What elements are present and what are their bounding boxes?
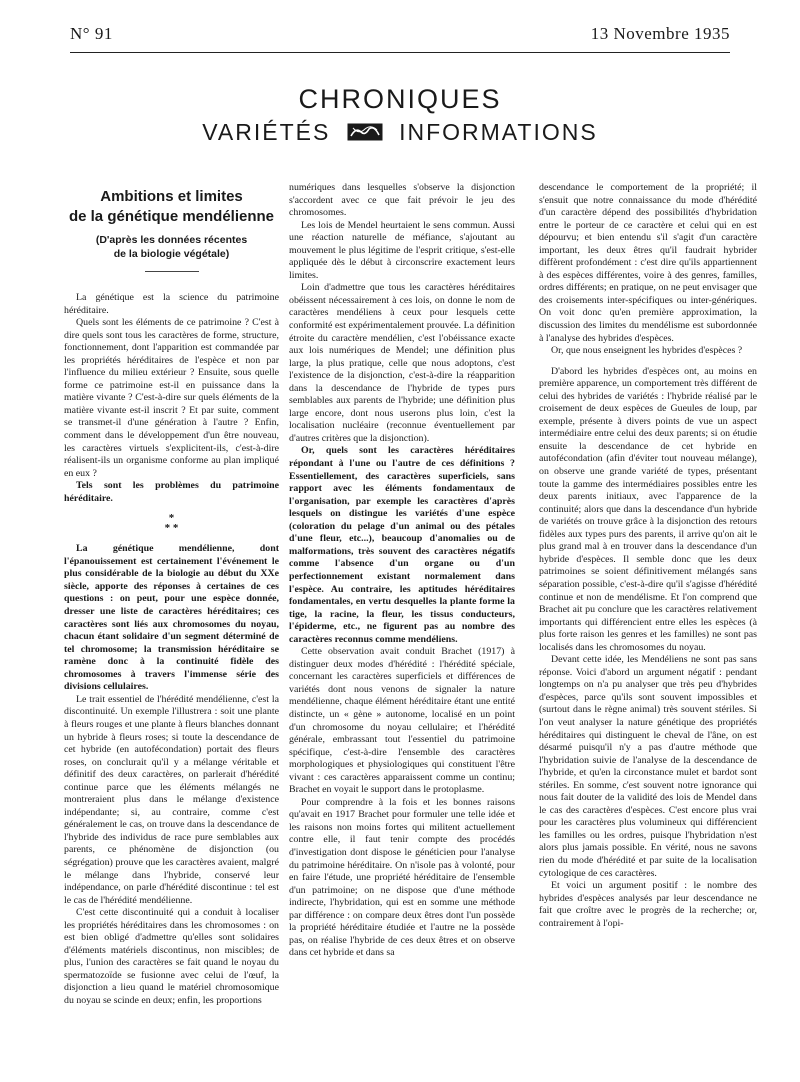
article-heading xyxy=(64,187,279,261)
running-header xyxy=(70,22,730,53)
heading-divider xyxy=(145,271,199,272)
paragraph: Cette observation avait conduit Brachet (1917) à distinguer deux modes d'hérédité : l'hérédité spéciale, concernant les caractères superficiels et différences de variétés dont nous venons de signaler la nature mendélienne, chaque élément héréditaire étant une entité distincte, un « gène » autonome, localisé en un point d'un chromosome du noyau cellulaire; et l'hérédité générale, embrassant tout l'essentiel du patrimoine spécifique, c'est-à-dire l'ensemble des caractères morphologiques et physiologiques qui constituent l'être vivant : ces caractères apparaissent comme un continu; Brachet en voyait le support dans le protoplasme. xyxy=(289,646,515,796)
article-title-line-1: Ambitions et limites xyxy=(100,188,243,205)
paragraph: Le trait essentiel de l'hérédité mendélienne, c'est la discontinuité. Un exemple l'illustrera : soit une plante à fleurs rouges et une plante à fleurs blanches donnant un hybride à fleurs roses; si toute la descendance de cet hybride (en autofécondation) portait des fleurs roses, on conclurait qu'il y a mélange véritable et définitif des deux caractères, on parlerait d'hérédité continue parce que les éléments mélangés ne montreraient plus dans le mélange d'existence indépendante; si, au contraire, comme c'est généralement le cas, on trouve dans la descendance de l'hybride des individus de race pure semblables aux parents, ce phénomène de disjonction (ou ségrégation) prouve que les caractères avaient, malgré le mélange dans l'hybride, conservé leur indépendance, on parle d'hérédité discontinue : tel est le cas de l'hérédité mendélienne. xyxy=(64,693,279,906)
paragraph: Or, quels sont les caractères héréditaires répondant à l'une ou l'autre de ces définitions ? Essentiellement, des caractères superficiels, sans rapport avec les éléments fondamentaux de l'organisation, par exemple les caractères d'après lesquels on distingue les variétés d'une espèce (coloration du pelage d'un animal ou des pétales d'une fleur, etc...), beaucoup d'anomalies ou de malformations, très souvent des caractères négatifs comme l'absence d'un organe ou d'un perfectionnement existant normalement dans l'espèce. Au contraire, les aptitudes héréditaires fondamentales, en vertu desquelles la plante forme la tige, la racine, la fleur, les tissus conducteurs, l'épiderme, etc., ne figurent pas au nombre des caractères reconnus comme mendéliens. xyxy=(289,445,515,645)
subtitle-right: INFORMATIONS xyxy=(399,118,598,145)
article-subtitle-line-1: (D'après les données récentes xyxy=(95,234,248,246)
subtitle-left: VARIÉTÉS xyxy=(202,118,331,145)
section-title: CHRONIQUES xyxy=(298,84,502,114)
section-masthead xyxy=(0,84,800,146)
column-3 xyxy=(539,182,757,930)
issue-date: 13 Novembre 1935 xyxy=(590,24,730,43)
paragraph: Or, que nous enseignent les hybrides d'espèces ? xyxy=(551,345,743,357)
issue-number: N° 91 xyxy=(70,24,113,43)
paragraph: Les lois de Mendel heurtaient le sens commun. Aussi une réaction naturelle de méfiance, s'ajoutant au mouvement le plus légitime de l'esprit critique, s'est-elle appliquée dès le début à circonscrire exactement leurs limites. xyxy=(289,219,515,281)
paragraph: Et voici un argument positif : le nombre des hybrides d'espèces analysés par leur descendance ne fait que croître avec le progrès de la recherche; or, contrairement à l'opi- xyxy=(539,880,757,929)
paragraph: numériques dans lesquelles s'observe la disjonction s'accordent avec ce que fait prévoir le jeu des chromosomes. xyxy=(289,182,515,219)
column-2 xyxy=(289,182,515,960)
paragraph: Quels sont les éléments de ce patrimoine ? C'est à dire quels sont tous les caractères de forme, structure, fonctionnement, dont l'apparition est commandée par les propriétés héréditaires de l'espèce et non par l'influence du milieu extérieur ? Ensuite, sous quelle forme ce patrimoine est-il en puissance dans la matière vivante ? C'est-à-dire sur quels éléments de la matière vivante est-il inscrit ? Et par suite, comment se transmet-il d'une génération à l'autre ? Enfin, comment dans le développement d'un être nouveau, les caractères virtuels s'explicitent-ils, c'est-à-dire réalisent-ils un organisme conforme au plan impliqué en eux ? xyxy=(64,317,279,479)
paragraph: La génétique est la science du patrimoine héréditaire. xyxy=(64,292,279,316)
paragraph: C'est cette discontinuité qui a conduit à localiser les propriétés héréditaires dans les chromosomes : on est bien obligé d'admettre qu'elles sont solidaires d'éléments matériels discontinus, non miscibles; de plus, l'union des caractères se fait quand le noyau du spermatozoïde se fusionne avec celui de l'œuf, la disjonction a lieu quand le matériel chromosomique du noyau se scinde en deux; enfin, les proportions xyxy=(64,907,279,1006)
paragraph: Devant cette idée, les Mendéliens ne sont pas sans réponse. Voici d'abord un argument négatif : pendant longtemps on n'a pu analyser que très peu d'hybrides d'espèces, parce qu'ils sont souvent impossibles et (surtout dans le règne animal) très souvent stériles. Si l'on veut analyser la nature génétique des propriétés héréditaires qui distinguent le cheval de l'âne, on est désarmé puisqu'il n'y a pas d'autre méthode que l'hybridation suivie de l'analyse de la descendance de l'hybride, et qu'en la circonstance mulet et bardot sont stériles. En somme, c'est souvent notre ignorance qui nous fait douter de la validité des lois de Mendel dans le cas des caractères d'espèces. C'est encore plus vrai pour les caractères plus volumineux qui différencient les familles ou les ordres, puisque l'hybridation n'est alors plus jamais possible. En vérité, nous ne savons rien du mode d'hérédité et par suite de la localisation cytologique de ces caractères. xyxy=(539,654,757,879)
column-1 xyxy=(64,182,279,1008)
ornament-icon xyxy=(347,123,383,141)
paragraph: Pour comprendre à la fois et les bonnes raisons qu'avait en 1917 Brachet pour formuler une telle idée et les raisons non moins fortes qui militent actuellement contre elle, il faut tenir compte des procédés d'investigation dont dispose le généticien pour l'analyse du patrimoine héréditaire. On n'isole pas à volonté, pour en faire l'étude, une propriété héréditaire de l'ensemble d'un patrimoine; on ne dispose que d'une méthode indirecte, l'hybridation, qui est en somme une méthode par différence : on compare deux êtres dont l'un possède la propriété héréditaire étudiée et l'autre ne la possède pas, on réalise l'hybride de ces deux êtres et on observe dans cet hybride et dans sa xyxy=(289,796,515,959)
paragraph: Tels sont les problèmes du patrimoine héréditaire. xyxy=(64,480,279,504)
paragraph: La génétique mendélienne, dont l'épanouissement est certainement l'événement le plus considérable de la biologie au début du XXe siècle, apporte des réponses à certaines de ces questions : on peut, pour une espèce donnée, dresser une liste de caractères héréditaires; ces caractères sont liés aux chromosomes du noyau, chacun étant solidaire d'un segment déterminé de tel chromosome; la transmission héréditaire se ramène donc à la continuité fidèle des chromosomes à travers l'immense série des divisions cellulaires. xyxy=(64,543,279,693)
article-title-line-2: de la génétique mendélienne xyxy=(68,208,275,225)
article-subtitle-line-2: de la biologie végétale) xyxy=(113,248,230,260)
section-break-asterisks: * * * xyxy=(164,512,179,535)
paragraph: D'abord les hybrides d'espèces ont, au moins en première apparence, un comportement très différent de celui des hybrides de variétés : l'hybride réalisé par le croisement de deux espèces de Gueules de loup, par exemple, présente à divers points de vue un aspect intermédiaire entre celui des deux parents; si on étudie ensuite la descendance de cet hybride en autofécondation (afin d'éviter tout nouveau mélange), on observe une grande variété de types, présentant toute la gamme des intermédiaires possibles entre les deux parents initiaux, avec l'apparence de la continuité; alors que dans la descendance d'un hybride de variétés on trouve grâce à la disjonction des retours fidèles aux types purs des parents, il arrive qu'on ait le plus grand mal à en trouver dans la descendance d'un hybride d'espèces. Il semble donc que les deux patrimoines se soient définitivement mélangés sans séparation possible, c'est-à-dire qu'il s'agisse d'hérédité continue et non de mendélisme. Et l'on comprend que Brachet ait pu conclure que les caractères relativement importants qui différencient entre elles les espèces (à plus forte raison les genres et les familles) ne sont pas localisés dans les chromosomes du noyau. xyxy=(539,365,757,653)
paragraph: descendance le comportement de la propriété; il s'ensuit que notre connaissance du mode d'hérédité d'un caractère dépend des possibilités d'hybridation entre le porteur de ce caractère et celui qui en est dépourvu; et bien entendu s'il s'agit d'un caractère important, les deux êtres qu'il faudrait hybrider diffèrent profondément : c'est dire qu'ils appartiennent à des espèces différentes, voire à des genres, familles, ordres différents; en pratique, on ne peut envisager que des croisements inter-spécifiques ou inter-génériques. On voit donc qu'en première approximation, la discussion des limites du mendélisme est subordonnée à l'analyse des hybrides d'espèces. xyxy=(539,182,757,344)
paragraph: Loin d'admettre que tous les caractères héréditaires obéissent nécessairement à ces lois, on donne le nom de caractères mendéliens à ceux pour lesquels cette conformité est expérimentalement prouvée. La définition étroite du caractère mendélien, c'est l'obéissance exacte aux lois numériques de Mendel; une définition plus large, la plus pratique, celle que nous adoptons, c'est l'existence de la disjonction, c'est-à-dire la réapparition dans la descendance de l'hybride de types purs semblables aux parents de l'hybride; une définition plus large encore, dont nous userons plus loin, c'est la localisation nucléaire (reconnue éventuellement par d'autres critères que la disjonction). xyxy=(289,282,515,444)
section-subtitle xyxy=(0,116,800,146)
